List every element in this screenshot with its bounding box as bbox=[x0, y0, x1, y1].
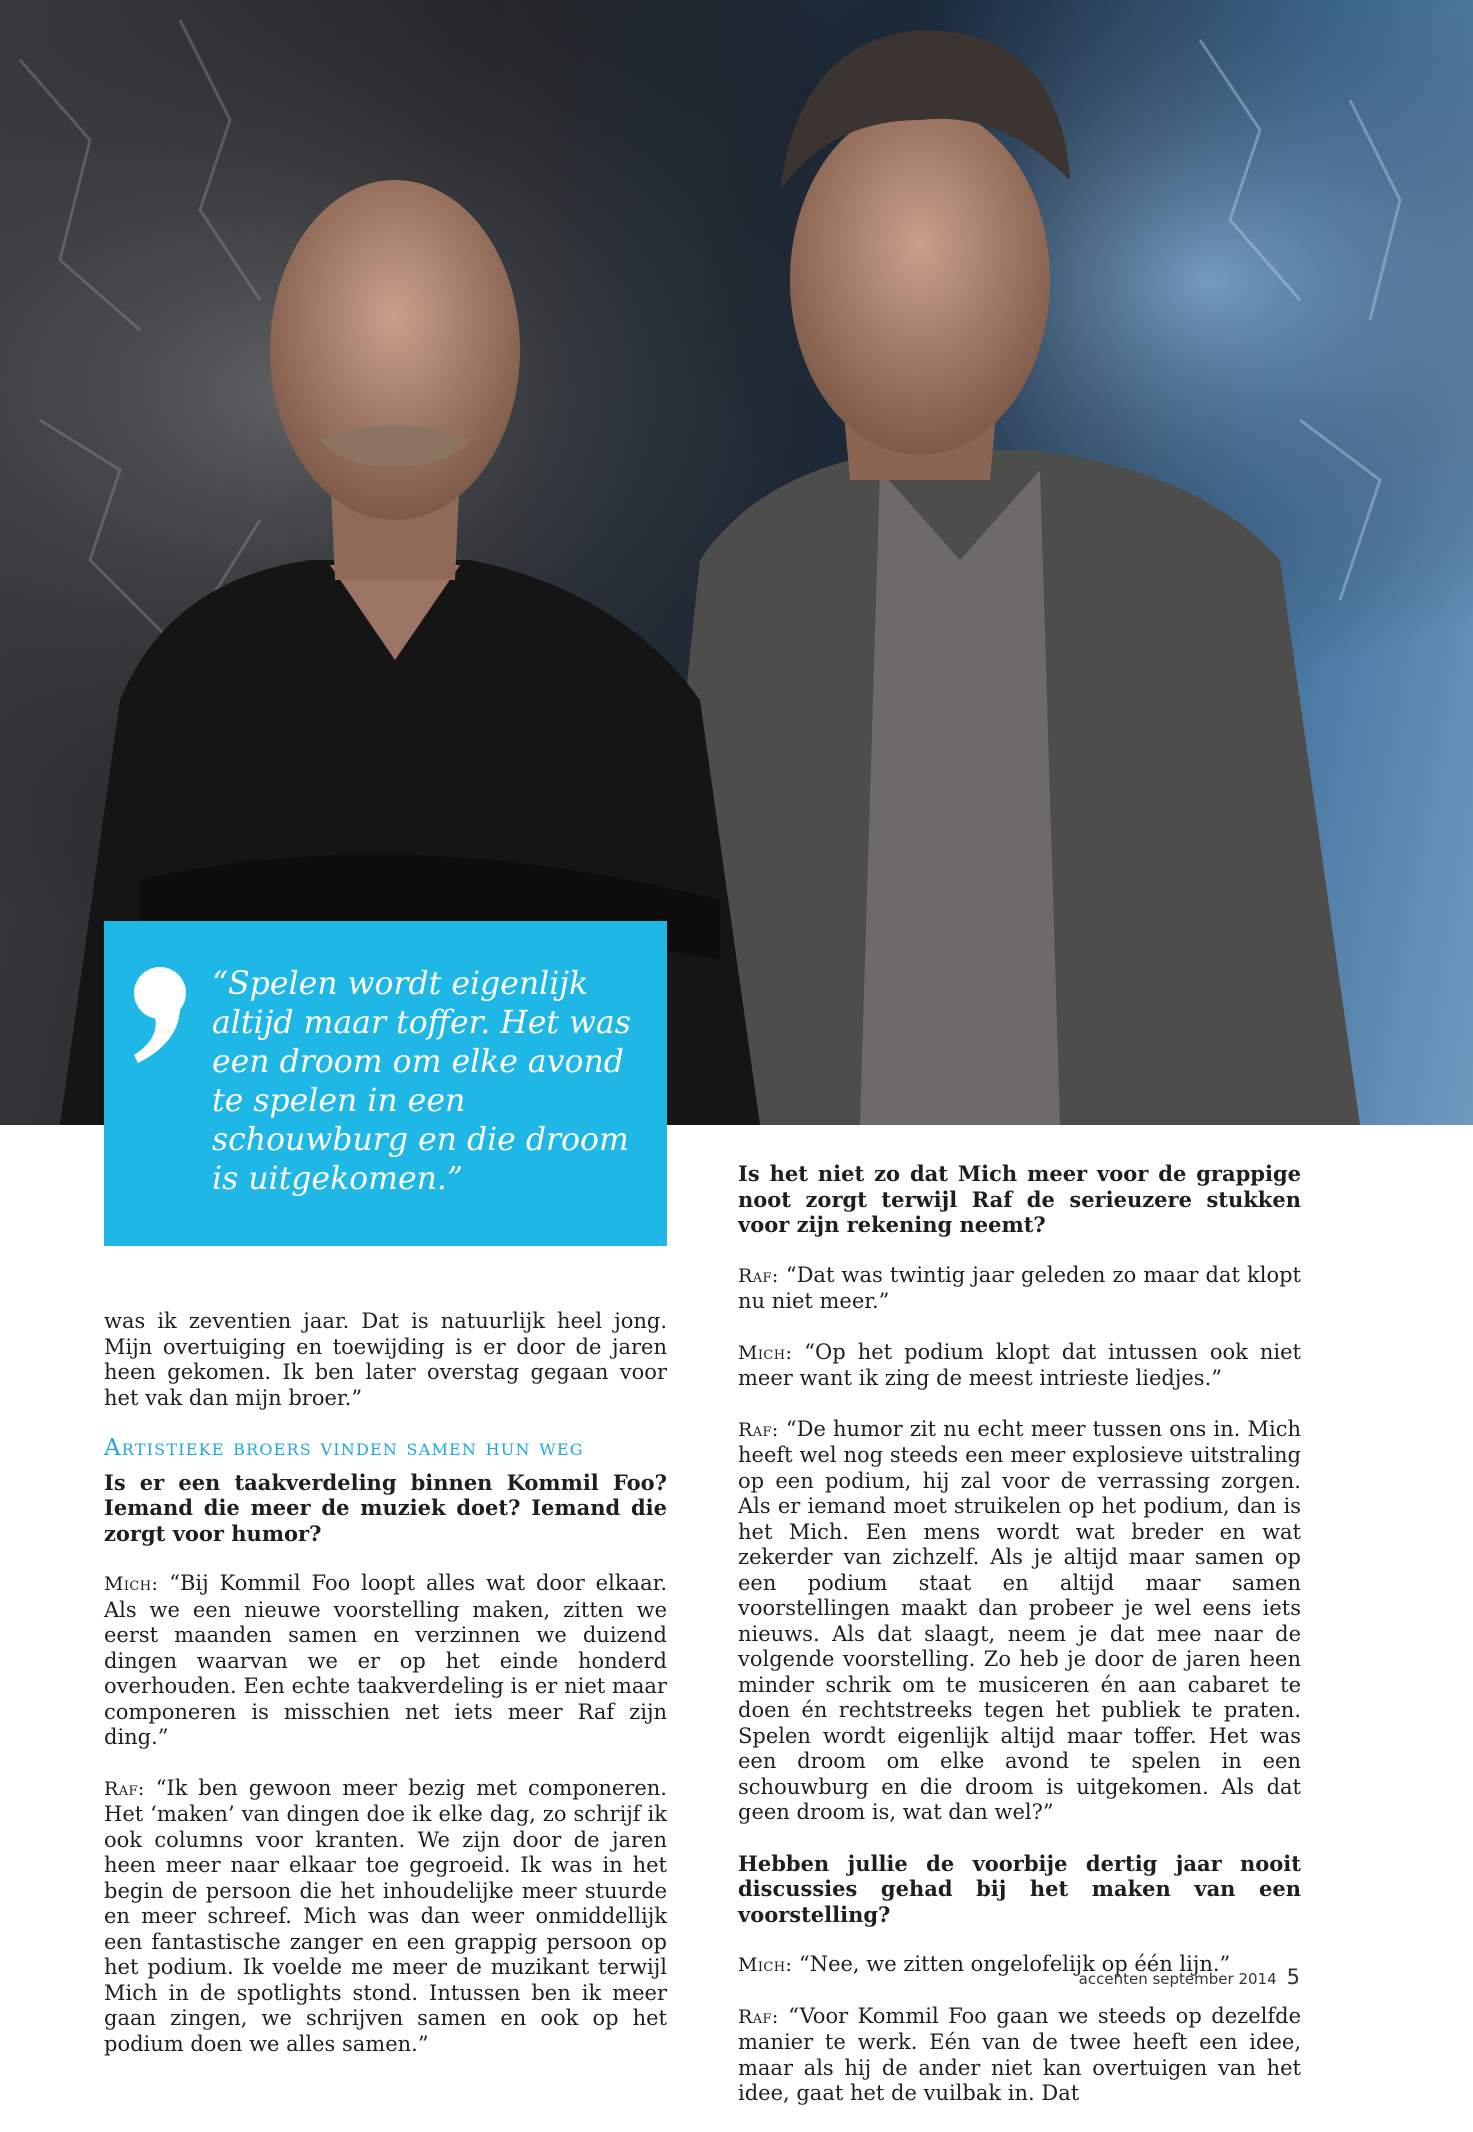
answer-text: “Bij Kommil Foo loopt alles wat door elkaar. Als we een nieuwe voorstelling maken, zitten we eerst maanden samen en verzinnen we duizend dingen waarvan we er op het einde honderd overhouden. Een echte taakverdeling is er niet maar componeren is misschien net iets meer Raf zijn ding.” bbox=[104, 1571, 667, 1749]
speaker-label: Raf: bbox=[104, 1777, 145, 1800]
answer-text: “Ik ben gewoon meer bezig met componeren. Het ‘maken’ van dingen doe ik elke dag, zo schrijf ik ook columns voor kranten. We zijn door de jaren heen meer naar elkaar toe gegroeid. Ik was in het begin de persoon die het inhoudelijke meer stuurde en meer schreef. Mich was dan weer onmiddellijk een fantastische zanger en een grappig persoon op het podium. Ik voelde me meer de muzikant terwijl Mich in de spotlights stond. Intussen ben ik meer gaan zingen, we schrijven samen en ook op het podium doen we alles samen.” bbox=[104, 1775, 667, 2056]
quote-mark-icon bbox=[124, 963, 194, 1063]
left-column bbox=[104, 1309, 667, 2082]
interview-question: Is er een taakverdeling binnen Kommil Foo? Iemand die meer de muziek doet? Iemand die zorgt voor humor? bbox=[104, 1469, 667, 1546]
speaker-label: Raf: bbox=[738, 1264, 779, 1287]
interview-question: Hebben jullie de voorbije dertig jaar nooit discussies gehad bij het maken van een voorstelling? bbox=[738, 1850, 1301, 1927]
speaker-label: Raf: bbox=[738, 2005, 779, 2028]
speaker-label: Raf: bbox=[738, 1418, 779, 1441]
magazine-issue: accenten september 2014 bbox=[1078, 1970, 1277, 1988]
interview-answer bbox=[738, 1263, 1301, 1315]
interview-answer bbox=[104, 1571, 667, 1751]
answer-text: “Nee, we zitten ongelofelijk op één lijn.” bbox=[798, 1952, 1231, 1976]
speaker-label: Mich: bbox=[738, 1954, 793, 1976]
answer-text: “Dat was twintig jaar geleden zo maar dat klopt nu niet meer.” bbox=[738, 1262, 1301, 1313]
answer-text: “Voor Kommil Foo gaan we steeds op dezelfde manier te werk. Eén van de twee heeft een idee, maar als hij de ander niet kan overtuigen van het idee, gaat het de vuilbak in. Dat bbox=[738, 2003, 1301, 2105]
interview-answer bbox=[738, 2004, 1301, 2107]
pull-quote-text: “Spelen wordt eigenlijk altijd maar toffer. Het was een droom om elke avond te spelen in een schouwburg en die droom is uitgekomen.” bbox=[212, 966, 631, 1197]
interview-question: Is het niet zo dat Mich meer voor de grappige noot zorgt terwijl Raf de serieuzere stukken voor zijn rekening neemt? bbox=[738, 1161, 1301, 1237]
speaker-label: Mich: bbox=[104, 1573, 159, 1595]
interview-answer bbox=[738, 1340, 1301, 1392]
interview-answer bbox=[104, 1776, 667, 2058]
paragraph: was ik zeventien jaar. Dat is natuurlijk heel jong. Mijn overtuiging en toewijding is er door de jaren heen gekomen. Ik ben later overstag gegaan voor het vak dan mijn broer.” bbox=[104, 1309, 667, 1410]
pull-quote-box bbox=[104, 921, 667, 1246]
interview-answer bbox=[738, 1417, 1301, 1826]
answer-text: “De humor zit nu echt meer tussen ons in. Mich heeft wel nog steeds een meer explosieve uitstraling op een podium, hij zal voor de verrassing zorgen. Als er iemand moet struikelen op het podium, dan is het Mich. Een mens wordt wat breder en wat zekerder van zichzelf. Als je altijd maar samen op een podium staat en altijd maar samen voorstellingen maakt dan probeer je wel eens iets nieuws. Als dat slaagt, neem je dat mee naar de volgende voorstelling. Zo heb je door de jaren heen minder schrik om te musiceren én aan cabaret te doen én rechtstreeks tegen het publiek te praten. Spelen wordt eigenlijk altijd maar toffer. Het was een droom om elke avond te spelen in een schouwburg en die droom is uitgekomen. Als dat geen droom is, wat dan wel?” bbox=[738, 1416, 1301, 1824]
answer-text: “Op het podium klopt dat intussen ook niet meer want ik zing de meest intrieste liedjes.” bbox=[738, 1339, 1301, 1390]
page-number: 5 bbox=[1286, 1965, 1300, 1989]
page-footer bbox=[1079, 1965, 1300, 1989]
section-heading: Artistieke broers vinden samen hun weg bbox=[104, 1435, 584, 1461]
speaker-label: Mich: bbox=[738, 1341, 793, 1364]
